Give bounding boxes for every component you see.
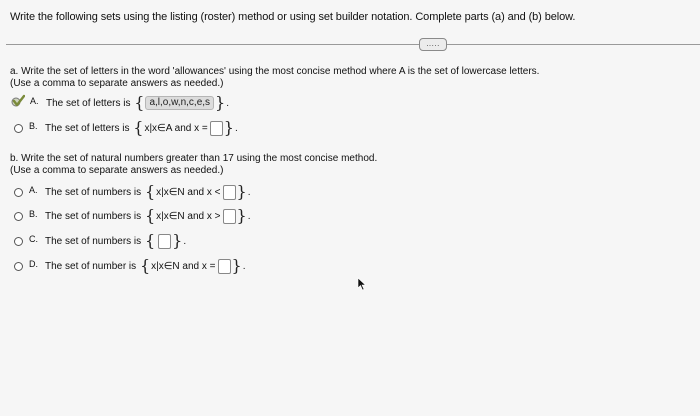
part-b-option-c[interactable] — [14, 233, 186, 249]
option-text: The set of letters is — [45, 122, 130, 134]
option-letter: B. — [29, 209, 38, 219]
part-a-option-a[interactable] — [24, 95, 229, 111]
set-expression: x|x∈N and x = — [151, 260, 216, 272]
option-text: The set of number is — [45, 260, 137, 272]
right-brace: } — [236, 206, 247, 225]
part-a-hint: (Use a comma to separate answers as needed.) — [10, 78, 224, 89]
radio-button[interactable] — [14, 188, 23, 197]
answer-input[interactable] — [158, 234, 171, 249]
option-letter: B. — [29, 121, 38, 131]
radio-button[interactable] — [14, 212, 23, 221]
left-brace: { — [144, 231, 156, 250]
option-letter: A. — [30, 96, 39, 106]
option-text: The set of numbers is — [45, 235, 142, 247]
set-expression: x|x∈N and x > — [156, 210, 221, 222]
option-suffix: . — [247, 186, 251, 198]
part-b-hint: (Use a comma to separate answers as needed.) — [10, 165, 224, 176]
answer-input[interactable] — [210, 121, 223, 136]
left-brace: { — [134, 93, 145, 112]
option-suffix: . — [242, 260, 246, 272]
radio-button[interactable] — [14, 262, 23, 271]
radio-button[interactable] — [14, 237, 23, 246]
option-text: The set of numbers is — [45, 210, 142, 222]
part-a-question: a. Write the set of letters in the word 'allowances' using the most concise method where A is the set of lowercase letters. — [10, 66, 540, 77]
answer-input[interactable] — [218, 259, 231, 274]
radio-button[interactable] — [14, 124, 23, 133]
left-brace: { — [144, 206, 156, 225]
mouse-cursor-icon — [357, 277, 367, 291]
answer-box[interactable]: a,l,o,w,n,c,e,s — [145, 96, 214, 110]
set-expression: x|x∈A and x = — [144, 122, 208, 134]
left-brace: { — [139, 256, 151, 275]
option-suffix: . — [183, 235, 187, 247]
set-expression: x|x∈N and x < — [156, 186, 221, 198]
part-b-question: b. Write the set of natural numbers greater than 17 using the most concise method. — [10, 153, 378, 164]
part-b-option-d[interactable] — [14, 258, 245, 274]
option-text: The set of letters is — [46, 97, 131, 109]
right-brace: } — [172, 231, 183, 250]
option-suffix: . — [247, 210, 251, 222]
option-letter: C. — [29, 234, 38, 244]
option-text: The set of numbers is — [45, 186, 142, 198]
option-suffix: . — [226, 97, 230, 109]
left-brace: { — [144, 182, 156, 201]
correct-check-icon — [11, 94, 25, 108]
right-brace: } — [215, 93, 226, 112]
instructions-header: Write the following sets using the listing (roster) method or using set builder notation. Complete parts (a) and (b) below. — [10, 11, 576, 23]
option-letter: A. — [29, 185, 38, 195]
option-suffix: . — [234, 122, 238, 134]
part-a-option-b[interactable] — [14, 120, 238, 136]
part-b-option-b[interactable] — [14, 208, 250, 224]
section-divider — [6, 44, 700, 45]
left-brace: { — [133, 118, 144, 137]
answer-input[interactable] — [223, 185, 236, 200]
more-options-button[interactable]: ..... — [419, 38, 447, 51]
option-letter: D. — [29, 259, 38, 269]
answer-input[interactable] — [223, 209, 236, 224]
right-brace: } — [223, 118, 234, 137]
right-brace: } — [231, 256, 242, 275]
part-b-option-a[interactable] — [14, 184, 250, 200]
right-brace: } — [236, 182, 247, 201]
